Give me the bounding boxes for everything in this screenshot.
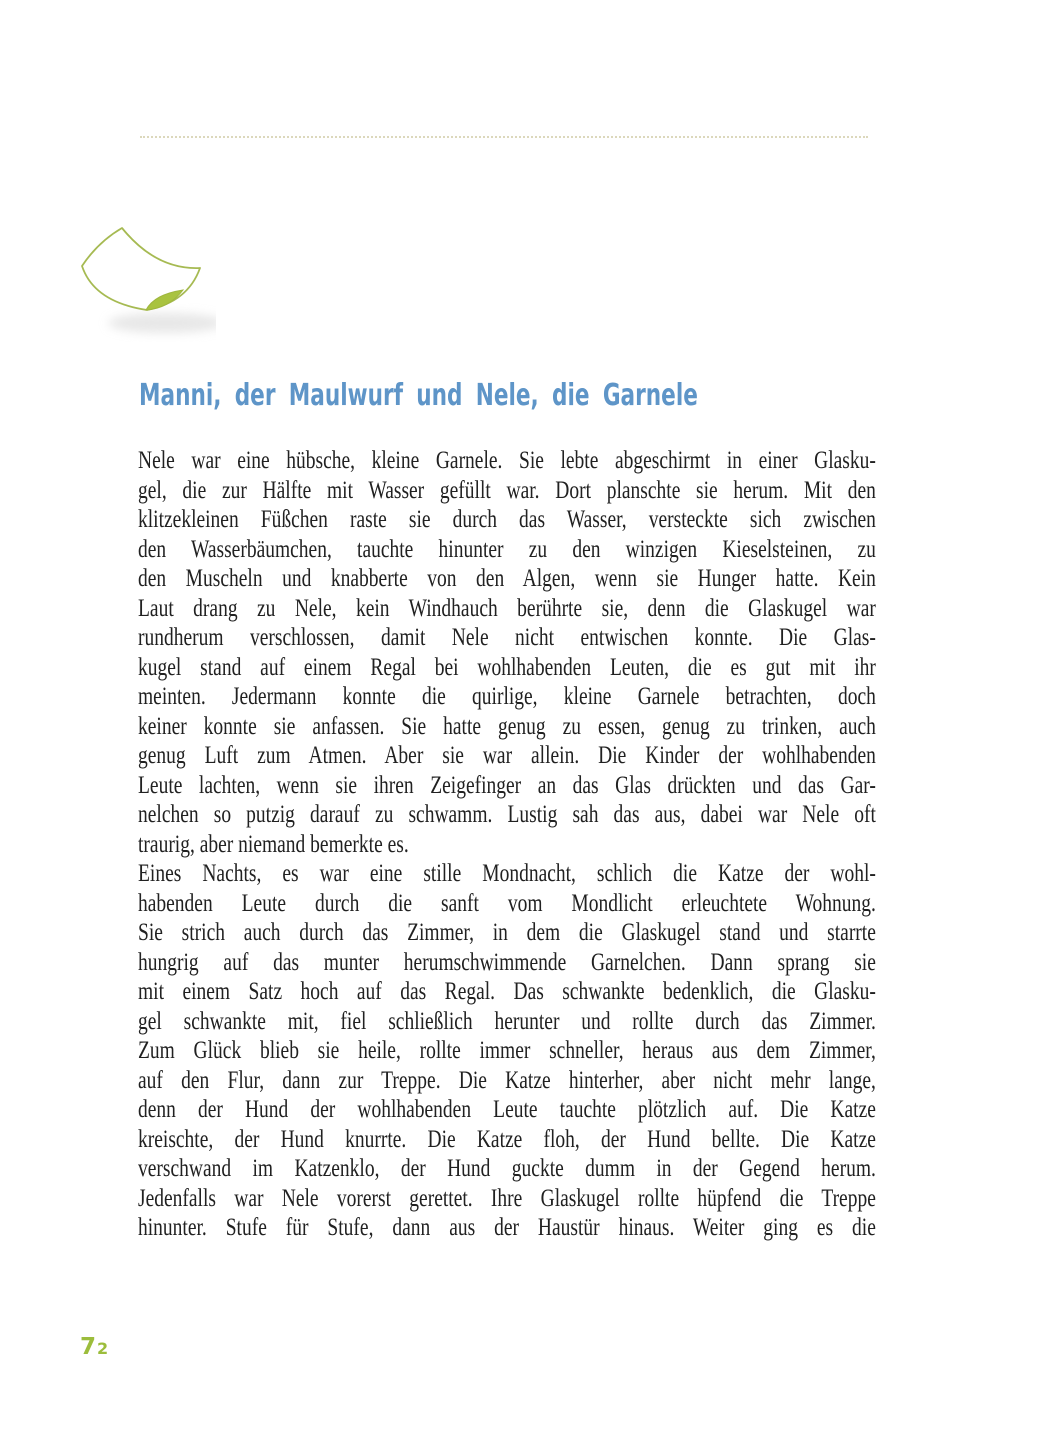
page-curl-icon — [76, 220, 216, 342]
chapter-title: Manni, der Maulwurf und Nele, die Garnele — [139, 378, 698, 413]
page-number: 72 — [80, 1334, 110, 1360]
text-line: meinten. Jedermann konnte die quirlige, kleine Garnele betrachten, doch — [138, 683, 876, 710]
text-line: gel, die zur Hälfte mit Wasser gefüllt war. Dort planschte sie herum. Mit den — [138, 476, 876, 504]
text-line: den Wasserbäumchen, tauchte hinunter zu den winzigen Kieselsteinen, zu — [138, 535, 876, 563]
text-line: Zum Glück blieb sie heile, rollte immer schneller, heraus aus dem Zimmer, — [138, 1037, 876, 1064]
text-line: genug Luft zum Atmen. Aber sie war allein. Die Kinder der wohlhabenden — [138, 742, 876, 769]
text-line: hinunter. Stufe für Stufe, dann aus der Haustür hinaus. Weiter ging es die — [138, 1214, 876, 1241]
text-line: rundherum verschlossen, damit Nele nicht entwischen konnte. Die Glas- — [138, 624, 876, 651]
text-line: gel schwankte mit, fiel schließlich herunter und rollte durch das Zimmer. — [138, 1007, 876, 1035]
text-line: denn der Hund der wohlhabenden Leute tauchte plötzlich auf. Die Katze — [138, 1096, 876, 1123]
page-curl-graphic — [76, 220, 216, 342]
text-line: nelchen so putzig darauf zu schwamm. Lustig sah das aus, dabei war Nele oft — [138, 801, 876, 828]
text-line: Sie strich auch durch das Zimmer, in dem die Glaskugel stand und starrte — [138, 919, 876, 946]
text-line: Laut drang zu Nele, kein Windhauch berührte sie, denn die Glaskugel war — [138, 594, 876, 622]
text-line: hungrig auf das munter herumschwimmende Garnelchen. Dann sprang sie — [138, 948, 876, 976]
text-line: kugel stand auf einem Regal bei wohlhabenden Leuten, die es gut mit ihr — [138, 653, 876, 681]
text-line-paragraph-end: traurig, aber niemand bemerkte es. — [138, 830, 409, 858]
text-line: Nele war eine hübsche, kleine Garnele. Sie lebte abgeschirmt in einer Glasku- — [138, 447, 876, 474]
text-line: Leute lachten, wenn sie ihren Zeigefinger an das Glas drückten und das Gar- — [138, 771, 876, 799]
text-line: auf den Flur, dann zur Treppe. Die Katze hinterher, aber nicht mehr lange, — [138, 1066, 876, 1094]
text-line: klitzekleinen Füßchen raste sie durch das Wasser, versteckte sich zwischen — [138, 506, 876, 533]
text-line: Eines Nachts, es war eine stille Mondnacht, schlich die Katze der wohl- — [138, 860, 876, 887]
text-line: keiner konnte sie anfassen. Sie hatte genug zu essen, genug zu trinken, auch — [138, 712, 876, 740]
text-line: kreischte, der Hund knurrte. Die Katze floh, der Hund bellte. Die Katze — [138, 1125, 876, 1153]
text-line: verschwand im Katzenklo, der Hund guckte dumm in der Gegend herum. — [138, 1155, 876, 1182]
text-line: habenden Leute durch die sanft vom Mondlicht erleuchtete Wohnung. — [138, 889, 876, 917]
story-text — [138, 446, 876, 1243]
text-line: Jedenfalls war Nele vorerst gerettet. Ihre Glaskugel rollte hüpfend die Treppe — [138, 1184, 876, 1212]
dotted-divider — [140, 136, 868, 138]
text-line: mit einem Satz hoch auf das Regal. Das schwankte bedenklich, die Glasku- — [138, 978, 876, 1005]
text-line: den Muscheln und knabberte von den Algen, wenn sie Hunger hatte. Kein — [138, 565, 876, 592]
